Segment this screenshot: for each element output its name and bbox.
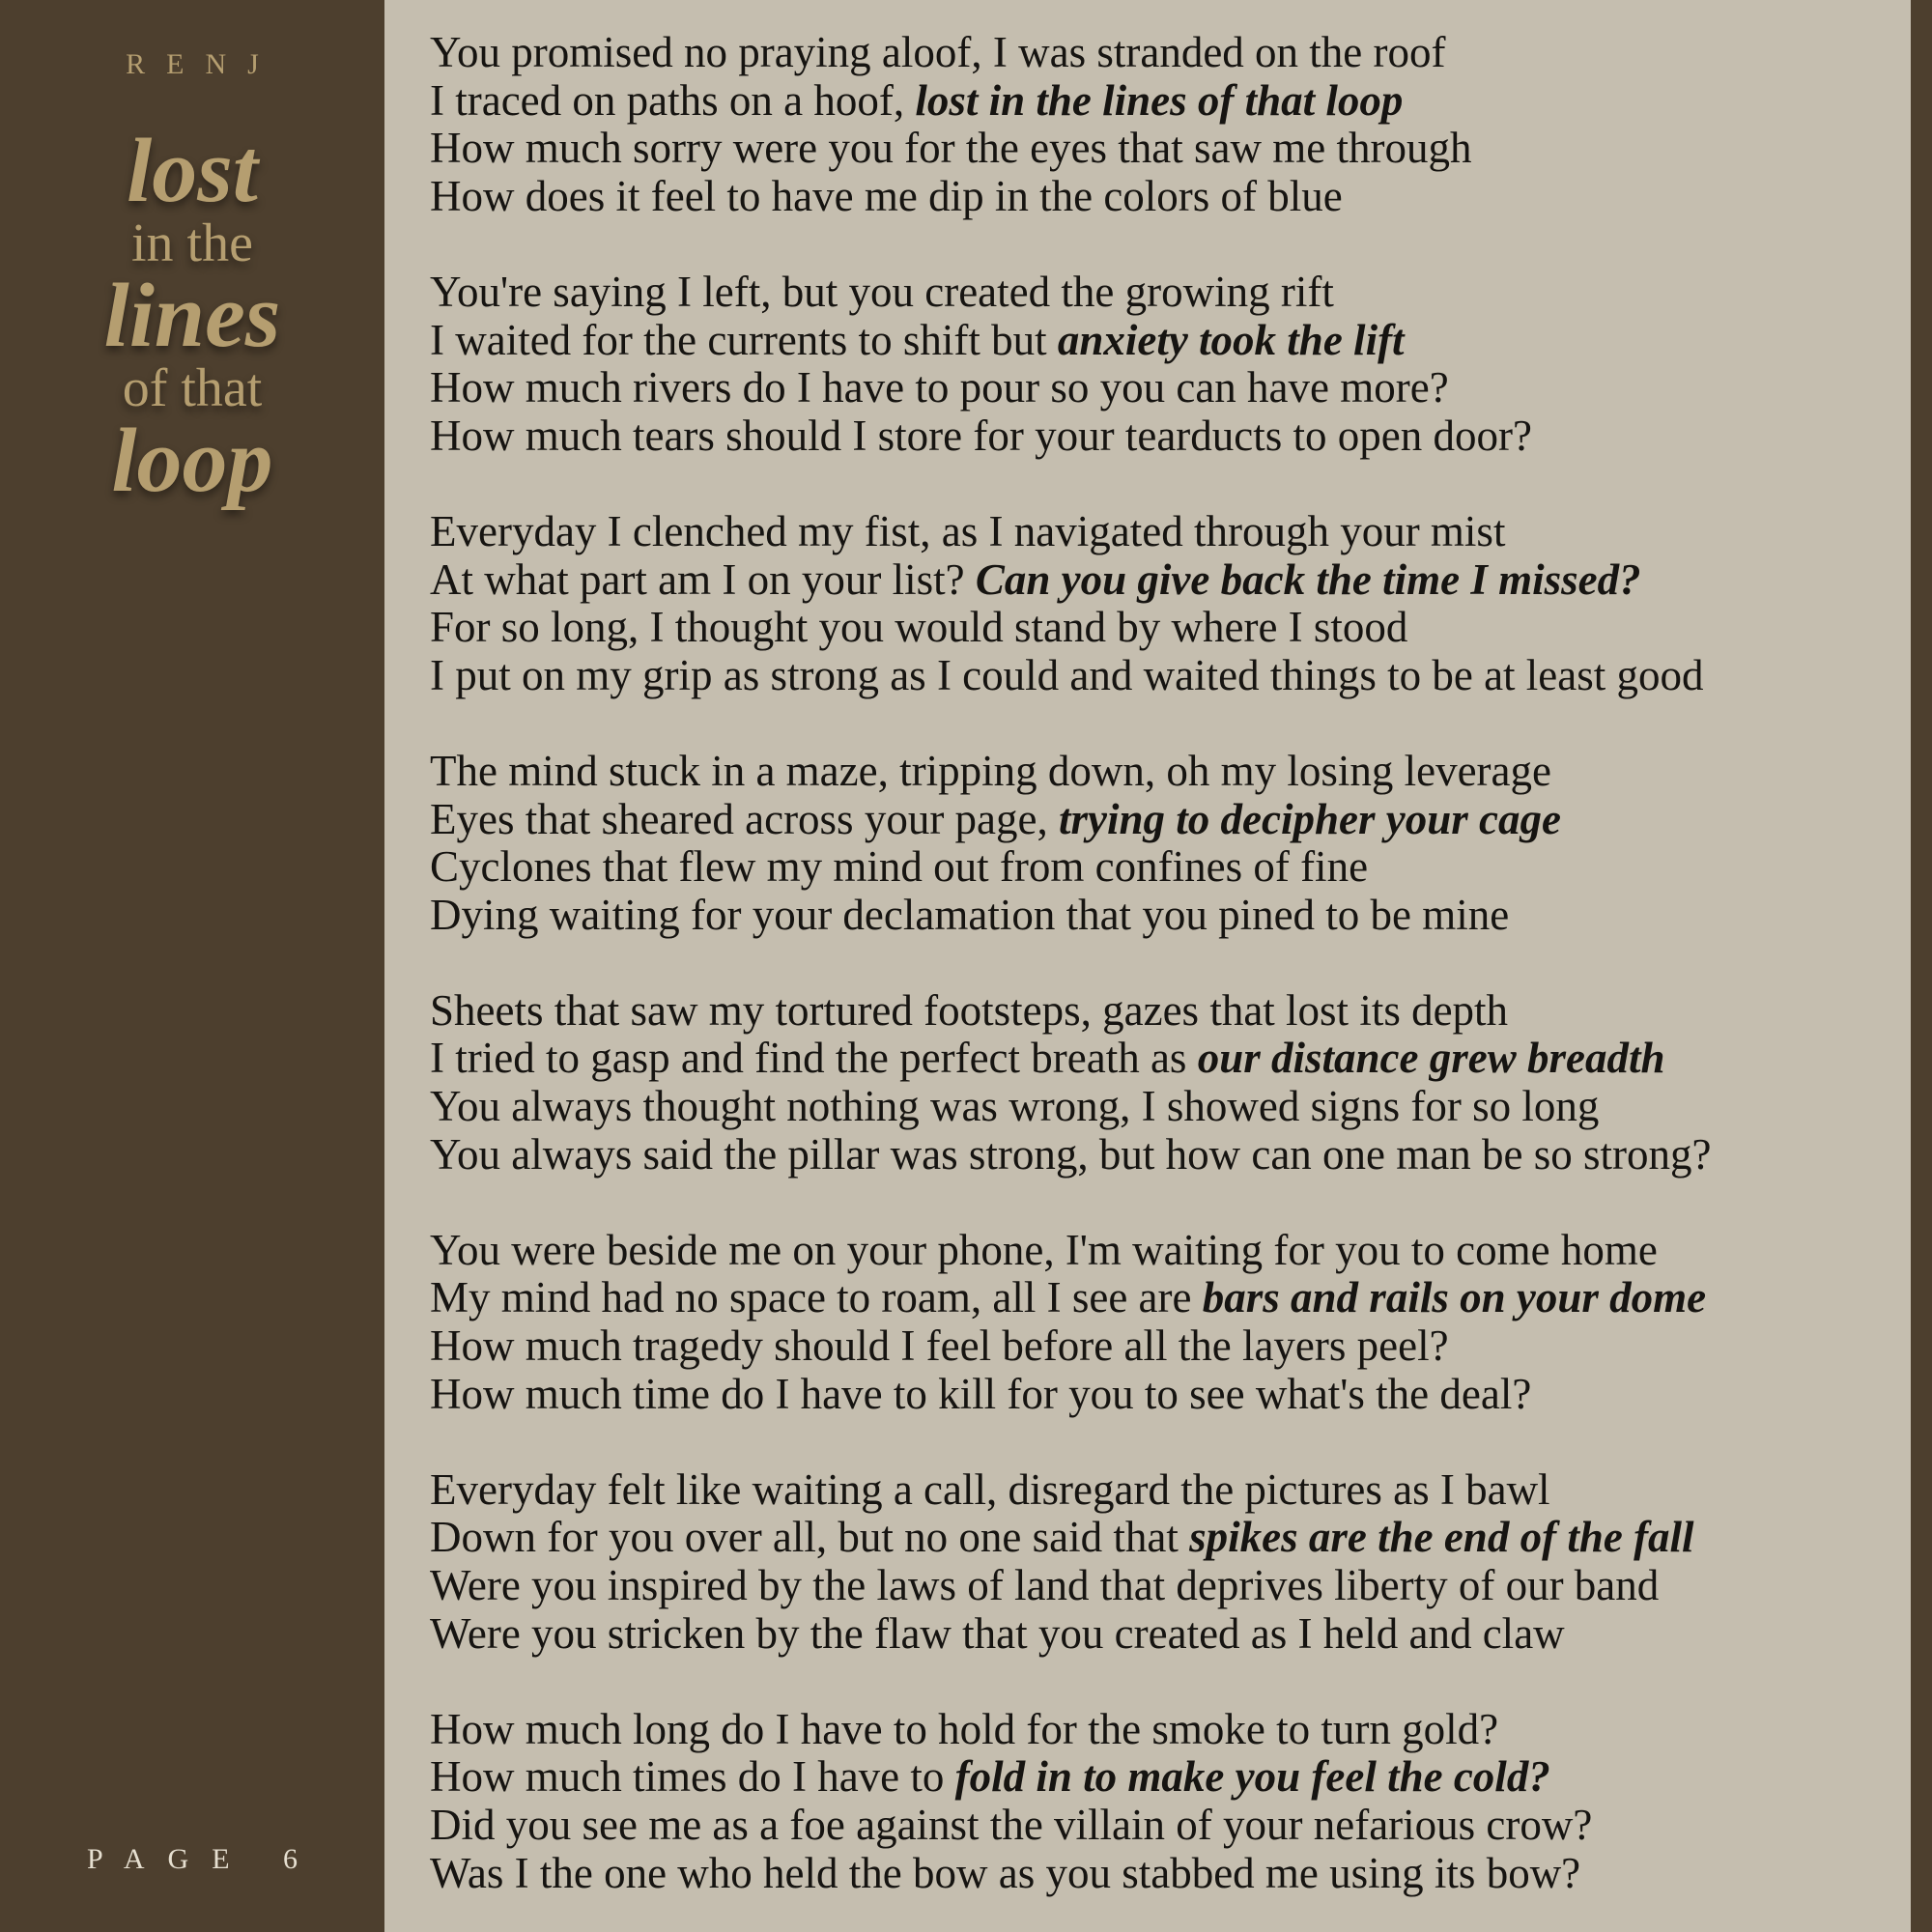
- line-text: You always said the pillar was strong, but how can one man be so strong?: [430, 1129, 1712, 1179]
- stanza: [430, 29, 1903, 220]
- poem-line: [430, 796, 1903, 844]
- sidebar: [0, 0, 384, 1932]
- line-emphasis: trying to decipher your cage: [1059, 794, 1561, 843]
- title-word-lost: lost: [127, 121, 258, 221]
- line-text: Eyes that sheared across your page,: [430, 794, 1060, 843]
- line-text: You promised no praying aloof, I was stranded on the roof: [430, 28, 1446, 76]
- line-text: Sheets that saw my tortured footsteps, gazes that lost its depth: [430, 985, 1509, 1035]
- poem-line: [430, 1227, 1903, 1275]
- line-text: Everyday felt like waiting a call, disregard the pictures as I bawl: [430, 1464, 1550, 1514]
- author-name: RENJ: [126, 48, 280, 80]
- poem-line: [430, 987, 1903, 1036]
- title-word-of-that: of that: [122, 358, 263, 418]
- line-emphasis: our distance grew breadth: [1197, 1034, 1665, 1083]
- line-text: Did you see me as a foe against the villain of your nefarious crow?: [430, 1800, 1593, 1849]
- line-text: Down for you over all, but no one said that: [430, 1513, 1190, 1562]
- poem-line: [430, 29, 1903, 77]
- line-text: Cyclones that flew my mind out from confines of fine: [430, 842, 1369, 892]
- poem-line: [430, 364, 1903, 412]
- line-text: Were you stricken by the flaw that you created as I held and claw: [430, 1608, 1565, 1658]
- line-text: How much sorry were you for the eyes that saw me through: [430, 124, 1472, 173]
- right-edge-border: [1911, 0, 1932, 1932]
- poem-line: [430, 77, 1903, 126]
- poem-line: [430, 1466, 1903, 1515]
- line-text: How much long do I have to hold for the smoke to turn gold?: [430, 1704, 1499, 1753]
- line-emphasis: anxiety took the lift: [1057, 315, 1405, 364]
- poem-line: [430, 1083, 1903, 1131]
- stanza: [430, 1706, 1903, 1897]
- poem-line: [430, 1753, 1903, 1802]
- stanza: [430, 1227, 1903, 1418]
- poem-line: [430, 125, 1903, 173]
- line-text: You were beside me on your phone, I'm waiting for you to come home: [430, 1225, 1658, 1274]
- stanza: [430, 987, 1903, 1179]
- line-text: Was I the one who held the bow as you stabbed me using its bow?: [430, 1848, 1581, 1897]
- poem-line: [430, 1562, 1903, 1610]
- stanza: [430, 508, 1903, 699]
- poem-line: [430, 1802, 1903, 1850]
- poem-line: [430, 1035, 1903, 1083]
- poem-line: [430, 412, 1903, 461]
- line-emphasis: fold in to make you feel the cold?: [954, 1752, 1550, 1802]
- line-text: How does it feel to have me dip in the colors of blue: [430, 171, 1343, 220]
- line-text: I waited for the currents to shift but: [430, 315, 1058, 364]
- poem-line: [430, 1850, 1903, 1898]
- line-text: My mind had no space to roam, all I see are: [430, 1273, 1203, 1322]
- line-text: How much tragedy should I feel before all the layers peel?: [430, 1321, 1449, 1371]
- line-text: How much time do I have to kill for you to see what's the deal?: [430, 1369, 1532, 1418]
- poem-line: [430, 1274, 1903, 1322]
- poem-line: [430, 1514, 1903, 1562]
- poem-line: [430, 173, 1903, 221]
- line-emphasis: lost in the lines of that loop: [915, 75, 1404, 125]
- poem-line: [430, 1371, 1903, 1419]
- poem-line: [430, 843, 1903, 892]
- poem-line: [430, 892, 1903, 940]
- poem-line: [430, 604, 1903, 652]
- title-word-loop: loop: [111, 411, 273, 511]
- stanza: [430, 1466, 1903, 1658]
- poem-line: [430, 1610, 1903, 1659]
- line-emphasis: spikes are the end of the fall: [1189, 1513, 1694, 1562]
- poem-line: [430, 652, 1903, 700]
- line-text: Everyday I clenched my fist, as I navigated through your mist: [430, 506, 1506, 555]
- line-text: Dying waiting for your declamation that you pined to be mine: [430, 890, 1510, 939]
- line-text: You always thought nothing was wrong, I showed signs for so long: [430, 1082, 1600, 1131]
- page-number: PAGE 6: [86, 1843, 322, 1875]
- poem-line: [430, 317, 1903, 365]
- line-text: I put on my grip as strong as I could and waited things to be at least good: [430, 650, 1704, 699]
- stanza: [430, 748, 1903, 939]
- line-text: How much rivers do I have to pour so you can have more?: [430, 363, 1449, 412]
- poem-line: [430, 1322, 1903, 1371]
- poem-line: [430, 556, 1903, 605]
- poem-line: [430, 508, 1903, 556]
- poem-body: [430, 29, 1903, 1897]
- line-text: I tried to gasp and find the perfect breath as: [430, 1034, 1198, 1083]
- line-text: I traced on paths on a hoof,: [430, 75, 916, 125]
- poem-line: [430, 748, 1903, 796]
- line-text: For so long, I thought you would stand by where I stood: [430, 603, 1408, 652]
- stanza: [430, 269, 1903, 460]
- line-text: Were you inspired by the laws of land that deprives liberty of our band: [430, 1561, 1660, 1609]
- poem-line: [430, 269, 1903, 317]
- title-word-lines: lines: [103, 266, 281, 366]
- poem-title: [0, 121, 384, 511]
- title-word-in-the: in the: [131, 213, 253, 273]
- poem-line: [430, 1131, 1903, 1179]
- line-emphasis: Can you give back the time I missed?: [975, 554, 1641, 604]
- line-text: How much times do I have to: [430, 1752, 955, 1802]
- line-text: How much tears should I store for your tearducts to open door?: [430, 411, 1532, 460]
- line-text: The mind stuck in a maze, tripping down, oh my losing leverage: [430, 746, 1551, 795]
- line-text: At what part am I on your list?: [430, 554, 976, 604]
- line-emphasis: bars and rails on your dome: [1202, 1273, 1707, 1322]
- line-text: You're saying I left, but you created the growing rift: [430, 267, 1334, 316]
- poem-line: [430, 1706, 1903, 1754]
